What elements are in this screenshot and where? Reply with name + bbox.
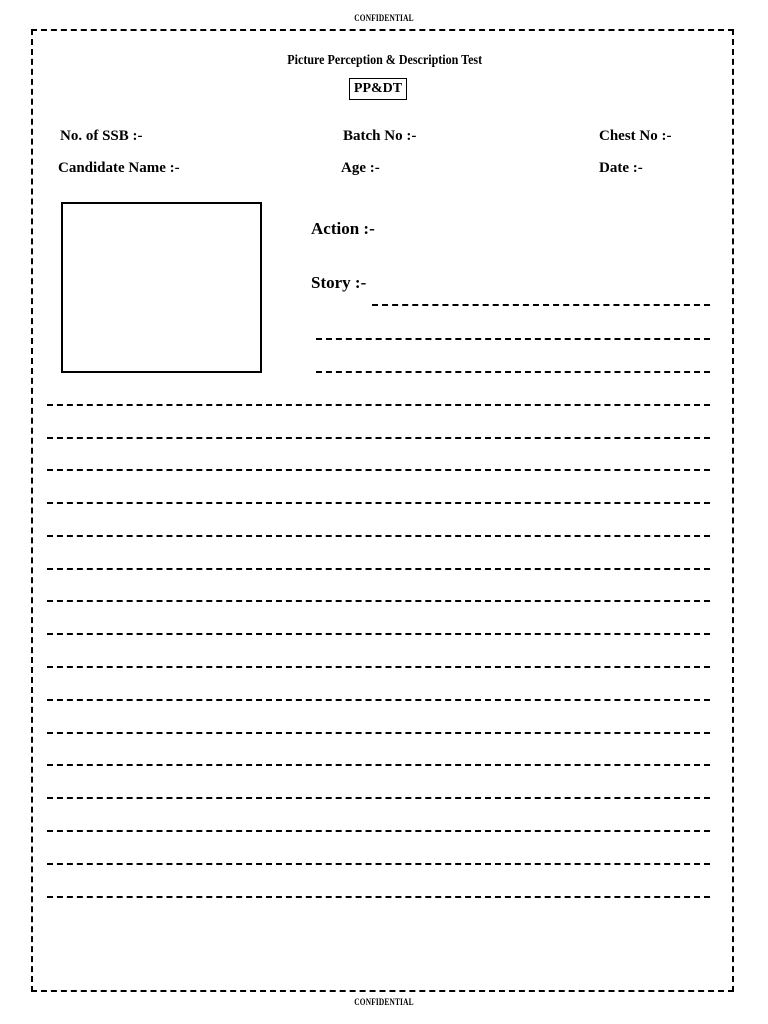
story-line-3[interactable]	[316, 371, 710, 373]
writing-line[interactable]	[47, 896, 710, 898]
writing-line[interactable]	[47, 863, 710, 865]
writing-line[interactable]	[47, 732, 710, 734]
action-label: Action :-	[311, 219, 375, 238]
age-label: Age :-	[341, 160, 380, 176]
candidate-name-label: Candidate Name :-	[58, 160, 180, 176]
writing-line[interactable]	[47, 502, 710, 504]
story-line-1[interactable]	[372, 304, 710, 306]
writing-line[interactable]	[47, 633, 710, 635]
writing-line[interactable]	[47, 797, 710, 799]
writing-line[interactable]	[47, 764, 710, 766]
writing-line[interactable]	[47, 404, 710, 406]
chest-number-label: Chest No :-	[599, 128, 672, 144]
writing-line[interactable]	[47, 437, 710, 439]
writing-line[interactable]	[47, 666, 710, 668]
writing-line[interactable]	[47, 535, 710, 537]
story-label: Story :-	[311, 273, 367, 292]
ssb-number-label: No. of SSB :-	[60, 128, 143, 144]
confidential-top-label: CONFIDENTIAL	[354, 13, 414, 23]
batch-number-label: Batch No :-	[343, 128, 417, 144]
confidential-bottom-label: CONFIDENTIAL	[354, 997, 414, 1007]
test-abbreviation-box: PP&DT	[349, 78, 407, 100]
picture-box	[61, 202, 262, 373]
writing-line[interactable]	[47, 830, 710, 832]
writing-line[interactable]	[47, 699, 710, 701]
writing-line[interactable]	[47, 600, 710, 602]
writing-line[interactable]	[47, 469, 710, 471]
date-label: Date :-	[599, 160, 643, 176]
story-line-2[interactable]	[316, 338, 710, 340]
writing-line[interactable]	[47, 568, 710, 570]
page-title: Picture Perception & Description Test	[287, 53, 483, 68]
